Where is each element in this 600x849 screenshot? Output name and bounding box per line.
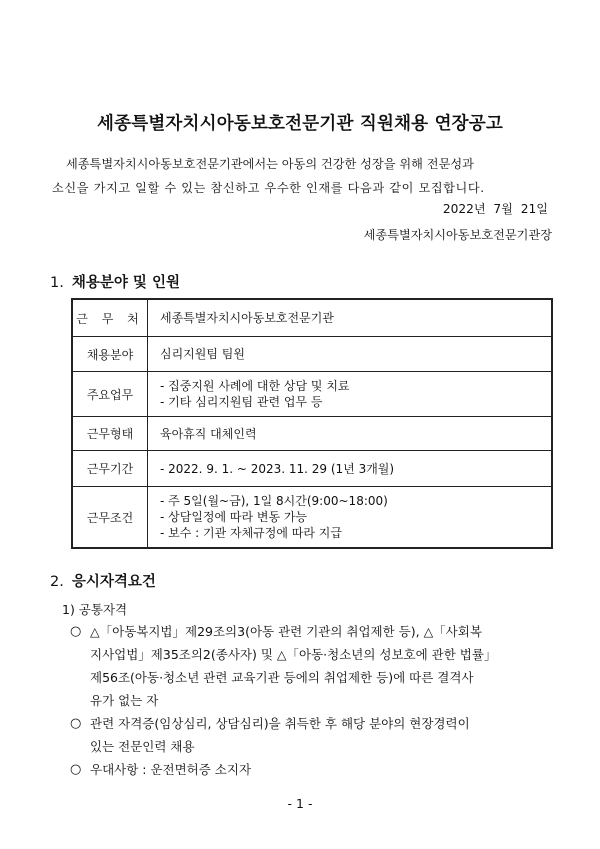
section-number: 2. <box>50 574 64 590</box>
table-value <box>148 451 553 487</box>
section-heading-qualifications <box>50 570 156 591</box>
table-value-line: 세종특별자치시아동보호전문기관 <box>160 311 334 325</box>
table-value-line: - 2022. 9. 1. ~ 2023. 11. 29 (1년 3개월) <box>160 461 395 476</box>
table-label: 채용분야 <box>72 337 148 372</box>
table-value-line: - 보수 : 기관 자체규정에 따라 지급 <box>160 526 342 540</box>
table-value-line: - 집중지원 사례에 대한 상담 및 치료 <box>160 379 350 393</box>
circle-bullet-icon: ○ <box>70 762 82 777</box>
table-value <box>148 337 553 372</box>
table-value-line: 심리지원팀 팀원 <box>160 347 245 361</box>
intro-line: 세종특별자치시아동보호전문기관에서는 아동의 건강한 성장을 위해 전문성과 <box>66 157 474 171</box>
section-heading-recruitment <box>50 271 180 292</box>
list-item-line: 지사업법」제35조의2(종사자) 및 △「아동·청소년의 성보호에 관한 법률」 <box>90 647 497 662</box>
table-row <box>72 337 552 372</box>
table-value <box>148 299 553 337</box>
page-title: 세종특별자치시아동보호전문기관 직원채용 연장공고 <box>97 114 503 134</box>
table-value-line: - 주 5일(월~금), 1일 8시간(9:00~18:00) <box>160 494 388 508</box>
section-title: 응시자격요건 <box>71 574 156 590</box>
list-item-line: 있는 전문인력 채용 <box>90 739 195 754</box>
section-number: 1. <box>50 275 64 291</box>
page-number: - 1 - <box>287 796 313 811</box>
list-item <box>70 712 562 758</box>
list-item-text <box>90 712 562 758</box>
section-title: 채용분야 및 인원 <box>71 275 180 291</box>
table-label: 근무조건 <box>72 487 148 549</box>
announcement-date: 2022년 7월 21일 <box>442 202 548 216</box>
qualification-list <box>70 620 562 781</box>
list-item <box>70 758 562 781</box>
table-row <box>72 451 552 487</box>
organization-head: 세종특별자치시아동보호전문기관장 <box>363 228 552 242</box>
table-value <box>148 417 553 451</box>
table-value <box>148 372 553 417</box>
recruitment-table <box>71 298 553 549</box>
list-item-line: 유가 없는 자 <box>90 693 159 708</box>
intro-line: 소신을 가지고 일할 수 있는 참신하고 우수한 인재를 다음과 같이 모집합니다. <box>52 181 485 195</box>
table-label: 근무형태 <box>72 417 148 451</box>
table-row <box>72 417 552 451</box>
circle-bullet-icon: ○ <box>70 716 82 731</box>
list-item-line: 제56조(아동·청소년 관련 교육기관 등에의 취업제한 등)에 따른 결격사 <box>90 670 474 685</box>
table-value-line: - 기타 심리지원팀 관련 업무 등 <box>160 395 323 409</box>
table-label: 주요업무 <box>72 372 148 417</box>
circle-bullet-icon: ○ <box>70 624 82 639</box>
list-item-line: 관련 자격증(임상심리, 상담심리)을 취득한 후 해당 분야의 현장경력이 <box>90 716 470 731</box>
table-row <box>72 372 552 417</box>
table-label: 근 무 처 <box>72 299 148 337</box>
intro-paragraph <box>52 152 552 200</box>
list-item-text <box>90 620 562 712</box>
list-item <box>70 620 562 712</box>
table-label: 근무기간 <box>72 451 148 487</box>
list-item-line: 우대사항 : 운전면허증 소지자 <box>90 762 252 777</box>
table-row <box>72 487 552 549</box>
sub-heading: 1) 공통자격 <box>62 602 128 617</box>
table-value-line: 육아휴직 대체인력 <box>160 426 257 441</box>
list-item-text <box>90 758 562 781</box>
table-value-line: - 상담일정에 따라 변동 가능 <box>160 510 308 524</box>
table-row <box>72 299 552 337</box>
list-item-line: △「아동복지법」제29조의3(아동 관련 기관의 취업제한 등), △「사회복 <box>90 624 482 639</box>
table-value <box>148 487 553 549</box>
